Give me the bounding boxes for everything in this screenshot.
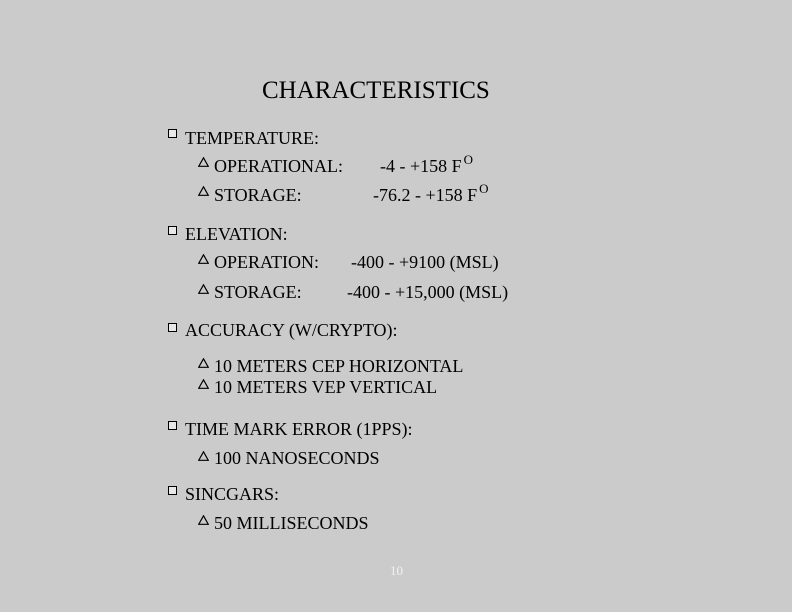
triangle-bullet-icon — [198, 451, 209, 461]
section-heading-time-mark-error: TIME MARK ERROR (1PPS): — [185, 419, 413, 439]
triangle-bullet-icon — [198, 254, 209, 264]
triangle-bullet-icon — [198, 515, 209, 525]
page-title: CHARACTERISTICS — [262, 77, 490, 104]
temperature-storage-range: -76.2 - +158 F — [373, 185, 478, 205]
temperature-storage-value — [373, 181, 489, 208]
square-bullet-icon — [168, 226, 177, 235]
accuracy-horizontal-label: 10 METERS CEP HORIZONTAL — [214, 356, 464, 376]
temperature-operational-range: -4 - +158 F — [380, 156, 462, 176]
triangle-bullet-icon — [198, 358, 209, 368]
elevation-operation-value: -400 - +9100 (MSL) — [351, 252, 499, 272]
sincgars-value: 50 MILLISECONDS — [214, 513, 369, 533]
temperature-operational-label: OPERATIONAL: — [214, 156, 343, 176]
temperature-storage-label: STORAGE: — [214, 185, 302, 205]
page-number: 10 — [390, 563, 403, 578]
section-heading-temperature: TEMPERATURE: — [185, 128, 320, 148]
degree-unit-sup: O — [463, 152, 474, 167]
triangle-bullet-icon — [198, 379, 209, 389]
triangle-bullet-icon — [198, 157, 209, 167]
section-heading-accuracy: ACCURACY (W/CRYPTO): — [185, 320, 398, 340]
elevation-operation-label: OPERATION: — [214, 252, 320, 272]
temperature-operational-value — [380, 152, 474, 179]
elevation-storage-value: -400 - +15,000 (MSL) — [347, 282, 509, 302]
square-bullet-icon — [168, 486, 177, 495]
degree-unit-sup: O — [479, 181, 489, 196]
accuracy-vertical-label: 10 METERS VEP VERTICAL — [214, 377, 438, 397]
triangle-bullet-icon — [198, 284, 209, 294]
elevation-storage-label: STORAGE: — [214, 282, 302, 302]
section-heading-sincgars: SINCGARS: — [185, 484, 280, 504]
triangle-bullet-icon — [198, 186, 209, 196]
time-mark-error-value: 100 NANOSECONDS — [214, 448, 380, 468]
section-heading-elevation: ELEVATION: — [185, 224, 288, 244]
square-bullet-icon — [168, 129, 177, 138]
square-bullet-icon — [168, 421, 177, 430]
square-bullet-icon — [168, 323, 177, 332]
